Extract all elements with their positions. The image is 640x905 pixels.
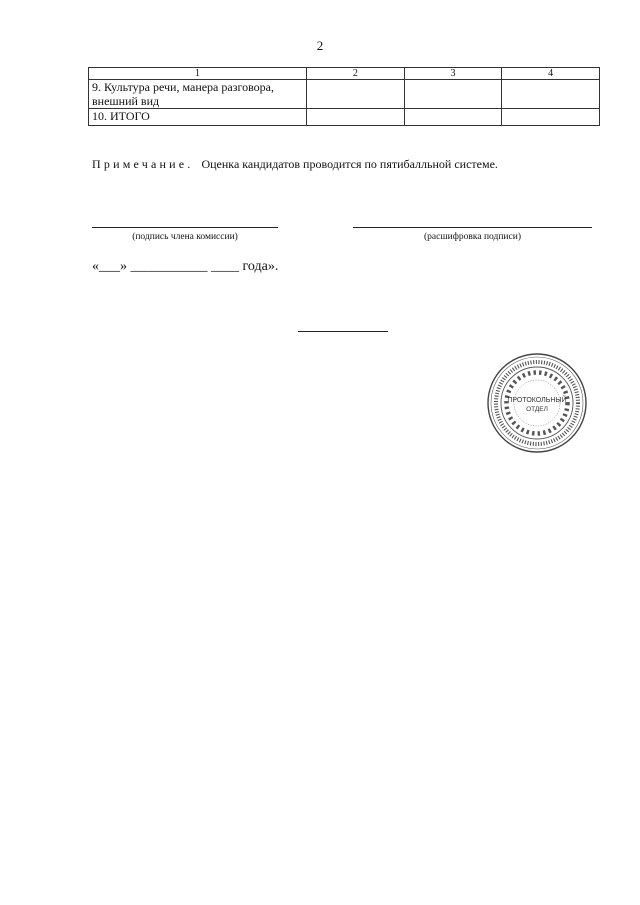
divider-line: [298, 331, 388, 332]
note-heading: Примечание.: [92, 157, 194, 171]
score-cell: [307, 80, 405, 109]
table-header-cell: 2: [307, 68, 405, 80]
criterion-label: 9. Культура речи, манера разговора, внешний вид: [89, 80, 307, 109]
table-row: [89, 109, 600, 126]
criterion-label: 10. ИТОГО: [89, 109, 307, 126]
note-text: Оценка кандидатов проводится по пятибалльной системе.: [201, 157, 498, 171]
score-cell: [502, 109, 600, 126]
table-header-cell: 3: [404, 68, 502, 80]
stamp-center-text: ОТДЕЛ: [526, 406, 548, 413]
score-cell: [502, 80, 600, 109]
signature-caption: (подпись члена комиссии): [132, 232, 238, 242]
signature-decode-caption: (расшифровка подписи): [424, 232, 521, 242]
table-header-cell: 1: [89, 68, 307, 80]
signature-decode-line: [353, 227, 592, 228]
date-line: «___» ___________ ____ года».: [92, 259, 279, 274]
stamp-center-text: ПРОТОКОЛЬНЫЙ: [507, 397, 567, 404]
stamp-seal: [486, 352, 588, 454]
table-row: [89, 80, 600, 109]
official-stamp: [486, 352, 588, 454]
evaluation-table: [88, 67, 600, 126]
signature-line: [92, 227, 278, 228]
table-header-row: [89, 68, 600, 80]
score-cell: [404, 109, 502, 126]
score-cell: [404, 80, 502, 109]
page-number: 2: [316, 38, 324, 53]
score-cell: [307, 109, 405, 126]
note: [92, 157, 498, 172]
table-header-cell: 4: [502, 68, 600, 80]
